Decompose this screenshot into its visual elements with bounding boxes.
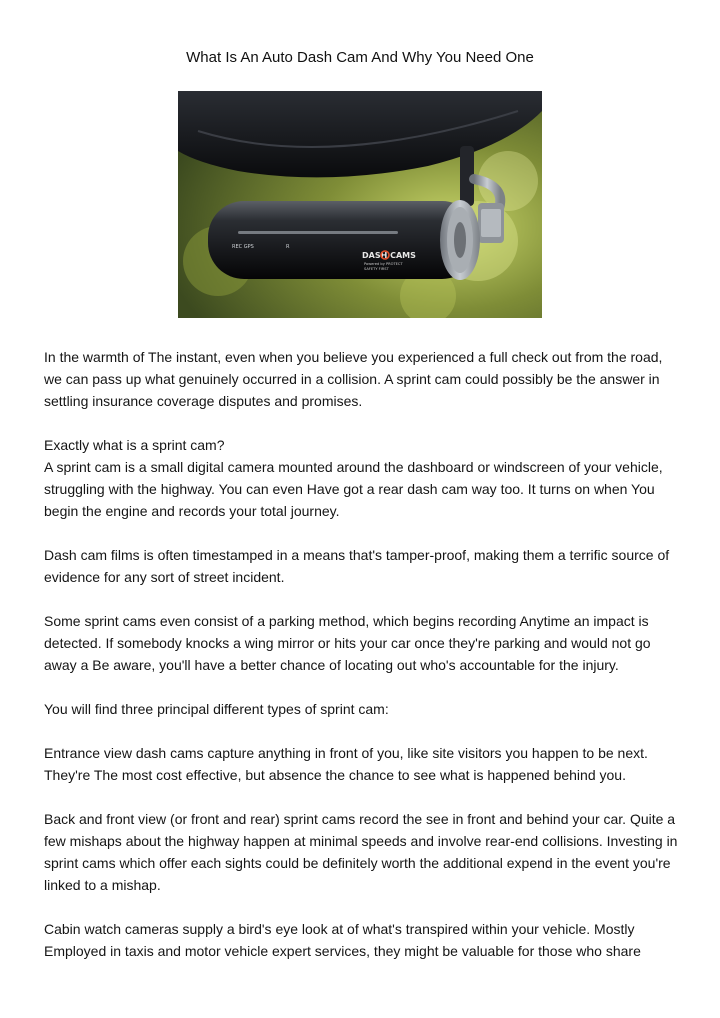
svg-text:R: R bbox=[286, 244, 290, 250]
paragraph: Some sprint cams even consist of a parking method, which begins recording Anytime an impact is detected. If somebody knocks a wing mirror or hits your car once they're parking and would not go away a Be aware, you'll have a better chance of locating out who's accountable for the injury. bbox=[44, 613, 651, 673]
paragraph: Back and front view (or front and rear) sprint cams record the see in front and behind your car. Quite a few mishaps about the highway happen at minimal speeds and involve rear-end collisions. Investing in sprint cams which offer each sights could be definitely worth the additional expend in the event you're linked to a mishap. bbox=[44, 811, 678, 893]
svg-text:REC GPS: REC GPS bbox=[232, 244, 254, 250]
svg-text:Powered by PROTECT: Powered by PROTECT bbox=[364, 262, 403, 266]
page-title: What Is An Auto Dash Cam And Why You Need One bbox=[186, 49, 534, 66]
paragraph: You will find three principal different types of sprint cam: bbox=[44, 701, 389, 717]
paragraph: Cabin watch cameras supply a bird's eye look at of what's transpired within your vehicle. Mostly Employed in taxis and motor vehicle expert services, they might be valuable for those who share bbox=[44, 921, 641, 959]
dash-cam-photo bbox=[178, 91, 542, 318]
paragraph: Exactly what is a sprint cam? A sprint cam is a small digital camera mounted around the dashboard or windscreen of your vehicle, struggling with the highway. You can even Have got a rear dash cam way too. It turns on when You begin the engine and records your total journey. bbox=[44, 437, 663, 519]
paragraph: In the warmth of The instant, even when you believe you experienced a full check out from the road, we can pass up what genuinely occurred in a collision. A sprint cam could possibly be the answer in settling insurance coverage disputes and promises. bbox=[44, 349, 663, 409]
article-body bbox=[44, 346, 684, 984]
paragraph: Entrance view dash cams capture anything in front of you, like site visitors you happen to be next. They're The most cost effective, but absence the chance to see what is happened behind you. bbox=[44, 745, 648, 783]
paragraph: Dash cam films is often timestamped in a means that's tamper-proof, making them a terrific source of evidence for any sort of street incident. bbox=[44, 547, 670, 585]
svg-text:DASH CAMS: DASH CAMS bbox=[362, 251, 416, 260]
svg-text:SAFETY FIRST: SAFETY FIRST bbox=[364, 267, 389, 271]
